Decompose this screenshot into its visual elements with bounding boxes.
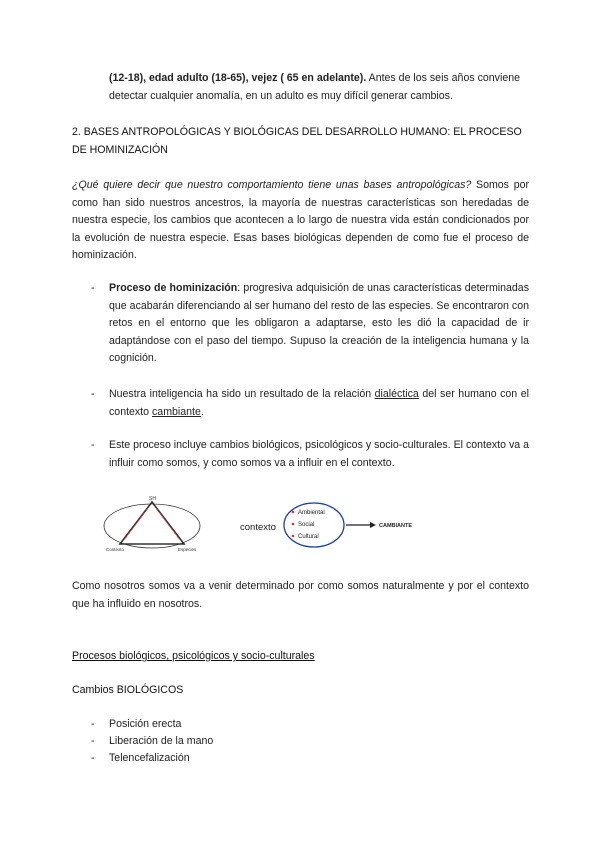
- item-dot-2: [292, 523, 295, 526]
- closing-paragraph: Como nosotros somos va a venir determinado por como somos naturalmente y por el contexto que ha influido en nosotros.: [72, 580, 529, 610]
- triangle-top-label: SH: [149, 496, 156, 502]
- arrow-head: [370, 522, 376, 528]
- subheading-cambios-biologicos: [72, 682, 183, 700]
- list-item-text: Liberación de la mano: [109, 735, 214, 747]
- question-paragraph: [72, 177, 529, 265]
- intro-bold: (12-18), edad adulto (18-65), vejez ( 65 en adelante).: [109, 72, 367, 84]
- bullet-proceso: [72, 437, 529, 472]
- triangle-cycle-figure: [104, 496, 200, 552]
- bullet-dash: -: [91, 282, 95, 294]
- triangle-left-label: Contexto: [106, 547, 125, 552]
- bullet-2-underline-dialectica: dialéctica: [374, 388, 419, 400]
- cycle-ellipse: [104, 504, 200, 548]
- triangle-shape: [120, 502, 184, 544]
- list-item: [72, 733, 529, 750]
- list-item: [72, 716, 529, 733]
- item-dot-3: [292, 535, 295, 538]
- bullet-inteligencia: [72, 386, 529, 421]
- bullet-2-text-a: Nuestra inteligencia ha sido un resultado de la relación: [109, 388, 375, 400]
- context-figure: [240, 503, 412, 547]
- question-text: Somos por como han sido nuestros ancestros, la mayoría de nuestras características son heredadas de nuestra especie, los cambios que acontecen a lo largo de nuestra vida están condicionados por la evolución de nuestra especie. Esas bases biológicas dependen de como fue el proceso de hominización.: [72, 179, 530, 262]
- list-item-text: Telencefalización: [109, 752, 190, 764]
- list-item: [72, 750, 529, 767]
- bullet-1-text: : progresiva adquisición de unas características determinadas que acabarán diferenciando al ser humano del resto de las especies. Se encontraron con retos en el entorno que les obligaron a adaptarse, esto les dió la capacidad de ir adaptándose con el paso del tiempo. Supuso la creación de la inteligencia humana y la cognición.: [109, 282, 529, 365]
- subheading-procesos: Procesos biológicos, psicológicos y socio-culturales: [72, 650, 315, 662]
- section-heading: 2. BASES ANTROPOLÓGICAS Y BIOLÓGICAS DEL DESARROLLO HUMANO: EL PROCESO DE HOMINIZACIÓN: [72, 126, 522, 156]
- bullet-1-bold: Proceso de hominización: [109, 282, 238, 294]
- bullet-3-text: Este proceso incluye cambios biológicos, psicológicos y socio-culturales. El contexto va a influir como somos, y como somos va a influir en el contexto.: [109, 439, 529, 469]
- context-item-social: Social: [298, 522, 315, 528]
- arrow-label: CAMBIANTE: [379, 523, 412, 529]
- list-item-text: Posición erecta: [109, 718, 182, 730]
- bullet-dash: -: [91, 388, 95, 400]
- bullet-dash: -: [91, 439, 95, 451]
- context-label: contexto: [240, 522, 276, 533]
- bullet-2-text-b: del ser humano con el contexto: [109, 388, 529, 418]
- context-item-cultural: Cultural: [298, 534, 319, 540]
- subheading-2-text: Cambios BIOLÓGICOS: [72, 684, 184, 696]
- biological-list: [72, 716, 529, 767]
- intro-text: Antes de los seis años conviene detectar cualquier anomalía, en un adulto es muy difícil generar cambios.: [109, 72, 520, 102]
- hominization-diagram: [100, 490, 430, 560]
- triangle-right-label: Especies: [178, 547, 197, 552]
- bullet-dash: -: [91, 718, 95, 730]
- question-italic: ¿Qué quiere decir que nuestro comportamiento tiene unas bases antropológicas?: [72, 179, 472, 191]
- bullet-2-text-c: .: [200, 405, 204, 418]
- bullet-2-underline-cambiante: cambiante: [152, 405, 201, 418]
- intro-paragraph: [109, 70, 529, 105]
- context-item-ambiental: Ambiental: [298, 510, 325, 516]
- bullet-dash: -: [91, 735, 95, 747]
- item-dot-1: [292, 511, 295, 514]
- bullet-hominizacion: [72, 280, 529, 368]
- bullet-dash: -: [91, 752, 95, 764]
